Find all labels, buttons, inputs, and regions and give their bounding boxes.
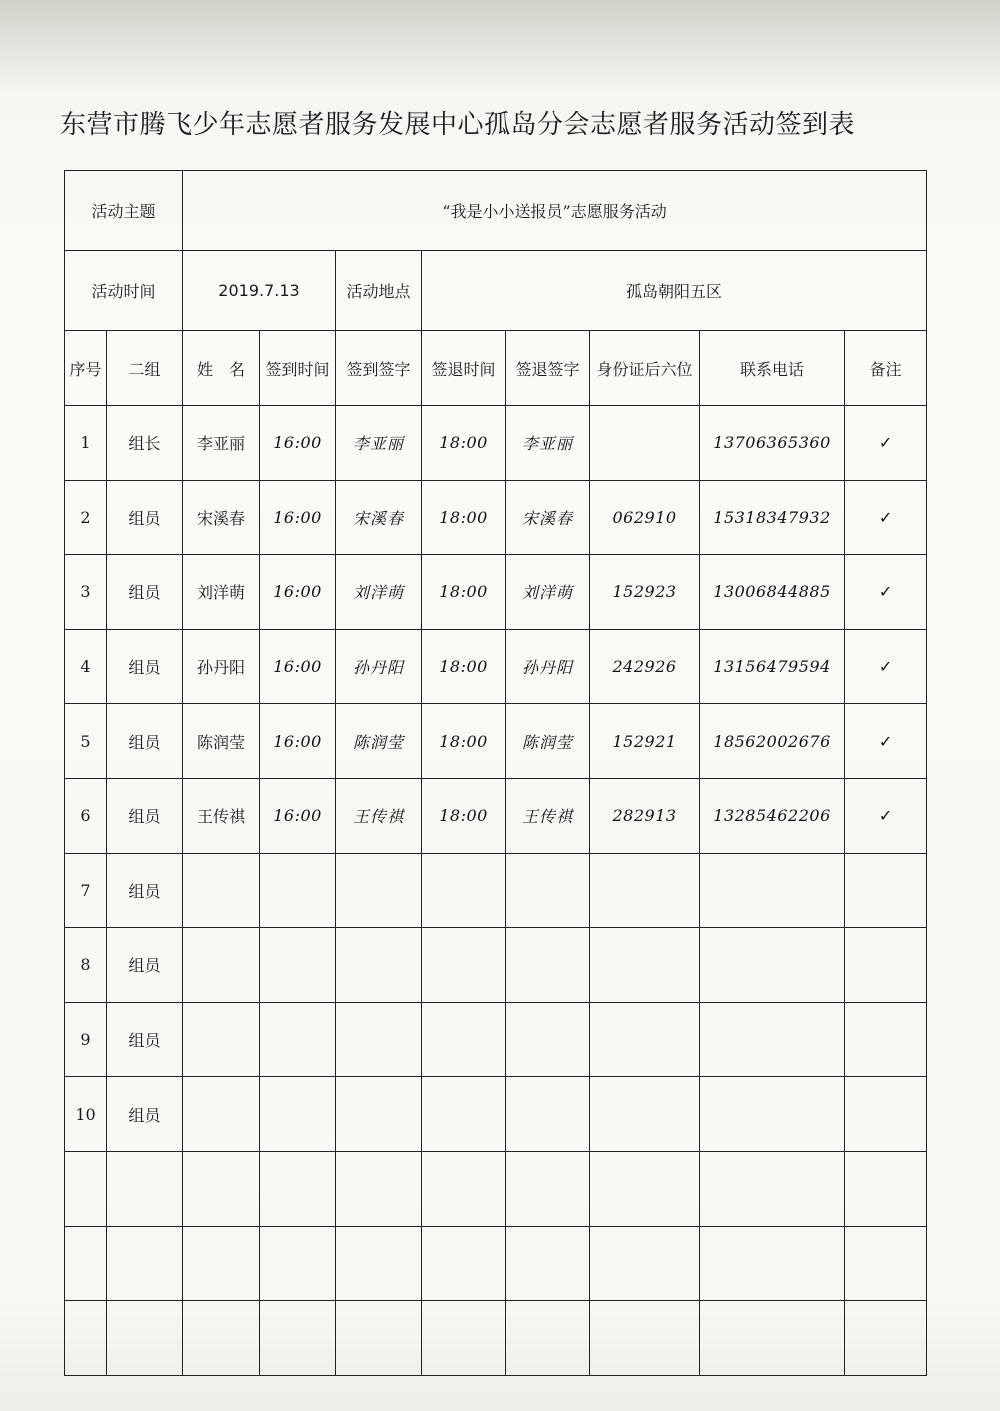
sign-in-time-cell: 16:00 <box>260 629 336 704</box>
phone-cell: 13285462206 <box>700 778 845 853</box>
seq-cell: 2 <box>65 480 107 555</box>
sign-in-time-cell <box>260 1226 336 1301</box>
note-check-cell <box>845 1226 927 1301</box>
theme-row <box>65 171 927 251</box>
sign-in-signature-cell <box>336 928 422 1003</box>
sign-out-signature-cell <box>506 928 590 1003</box>
sign-out-time-cell: 18:00 <box>422 778 506 853</box>
sign-out-time-cell <box>422 1002 506 1077</box>
group-role-cell: 组员 <box>107 928 183 1003</box>
group-role-cell: 组长 <box>107 406 183 481</box>
phone-cell: 13156479594 <box>700 629 845 704</box>
sign-out-signature-cell <box>506 1226 590 1301</box>
theme-value: “我是小小送报员”志愿服务活动 <box>183 171 927 251</box>
group-role-cell: 组员 <box>107 629 183 704</box>
table-row <box>65 1002 927 1077</box>
sign-out-signature-cell <box>506 1002 590 1077</box>
name-cell <box>183 1077 260 1152</box>
sign-out-time-cell <box>422 1077 506 1152</box>
id-last-six-cell: 062910 <box>590 480 700 555</box>
table-row <box>65 704 927 779</box>
name-cell: 孙丹阳 <box>183 629 260 704</box>
sign-in-time-cell: 16:00 <box>260 480 336 555</box>
table-row <box>65 928 927 1003</box>
sign-in-signature-cell <box>336 1151 422 1226</box>
seq-cell: 7 <box>65 853 107 928</box>
sign-in-time-cell: 16:00 <box>260 406 336 481</box>
header-group: 二组 <box>107 331 183 406</box>
sign-out-signature-cell <box>506 1301 590 1376</box>
seq-cell: 9 <box>65 1002 107 1077</box>
note-check-cell: ✓ <box>845 480 927 555</box>
note-check-cell: ✓ <box>845 778 927 853</box>
sign-out-time-cell <box>422 1226 506 1301</box>
note-check-cell: ✓ <box>845 555 927 630</box>
sign-out-signature-cell: 宋溪春 <box>506 480 590 555</box>
header-phone: 联系电话 <box>700 331 845 406</box>
sign-out-signature-cell <box>506 1151 590 1226</box>
sign-in-time-cell <box>260 928 336 1003</box>
id-last-six-cell <box>590 1077 700 1152</box>
name-cell <box>183 928 260 1003</box>
sign-in-signature-cell: 陈润莹 <box>336 704 422 779</box>
seq-cell <box>65 1301 107 1376</box>
sheet-title: 东营市腾飞少年志愿者服务发展中心孤岛分会志愿者服务活动签到表 <box>60 110 856 140</box>
sign-out-time-cell <box>422 928 506 1003</box>
table-row <box>65 480 927 555</box>
phone-cell <box>700 1226 845 1301</box>
name-cell <box>183 1151 260 1226</box>
sign-in-time-cell: 16:00 <box>260 704 336 779</box>
sign-in-signature-cell: 王传祺 <box>336 778 422 853</box>
header-in-time: 签到时间 <box>260 331 336 406</box>
note-check-cell: ✓ <box>845 704 927 779</box>
phone-cell <box>700 853 845 928</box>
sign-in-signature-cell <box>336 853 422 928</box>
note-check-cell <box>845 1077 927 1152</box>
place-value: 孤岛朝阳五区 <box>422 251 927 331</box>
id-last-six-cell <box>590 853 700 928</box>
id-last-six-cell <box>590 1151 700 1226</box>
table-row <box>65 629 927 704</box>
sign-in-signature-cell <box>336 1301 422 1376</box>
name-cell <box>183 1226 260 1301</box>
note-check-cell <box>845 1301 927 1376</box>
sign-in-time-cell <box>260 1301 336 1376</box>
seq-cell: 3 <box>65 555 107 630</box>
header-note: 备注 <box>845 331 927 406</box>
header-name: 姓 名 <box>183 331 260 406</box>
group-role-cell: 组员 <box>107 853 183 928</box>
group-role-cell: 组员 <box>107 1077 183 1152</box>
phone-cell <box>700 1077 845 1152</box>
sign-out-time-cell: 18:00 <box>422 629 506 704</box>
sign-in-signature-cell: 李亚丽 <box>336 406 422 481</box>
header-out-signature: 签退签字 <box>506 331 590 406</box>
sign-in-time-cell: 16:00 <box>260 778 336 853</box>
id-last-six-cell: 152923 <box>590 555 700 630</box>
phone-cell: 13006844885 <box>700 555 845 630</box>
paper-fold-shadow <box>0 0 1000 95</box>
time-place-row <box>65 251 927 331</box>
note-check-cell <box>845 928 927 1003</box>
id-last-six-cell <box>590 928 700 1003</box>
header-id-last-six: 身份证后六位 <box>590 331 700 406</box>
id-last-six-cell <box>590 1301 700 1376</box>
seq-cell: 4 <box>65 629 107 704</box>
id-last-six-cell <box>590 1002 700 1077</box>
seq-cell: 5 <box>65 704 107 779</box>
table-row <box>65 1151 927 1226</box>
seq-cell: 1 <box>65 406 107 481</box>
sign-in-signature-cell <box>336 1077 422 1152</box>
sign-in-time-cell <box>260 1077 336 1152</box>
table-row <box>65 555 927 630</box>
name-cell: 李亚丽 <box>183 406 260 481</box>
sign-out-signature-cell: 孙丹阳 <box>506 629 590 704</box>
sign-out-signature-cell <box>506 853 590 928</box>
name-cell <box>183 853 260 928</box>
name-cell <box>183 1301 260 1376</box>
sign-out-time-cell: 18:00 <box>422 406 506 481</box>
id-last-six-cell: 242926 <box>590 629 700 704</box>
sign-in-signature-cell: 孙丹阳 <box>336 629 422 704</box>
header-seq: 序号 <box>65 331 107 406</box>
table-row <box>65 406 927 481</box>
table-row <box>65 778 927 853</box>
group-role-cell: 组员 <box>107 555 183 630</box>
seq-cell: 8 <box>65 928 107 1003</box>
place-label: 活动地点 <box>336 251 422 331</box>
theme-label: 活动主题 <box>65 171 183 251</box>
sign-in-time-cell <box>260 1151 336 1226</box>
time-label: 活动时间 <box>65 251 183 331</box>
sign-out-time-cell: 18:00 <box>422 704 506 779</box>
sign-out-time-cell <box>422 1301 506 1376</box>
note-check-cell <box>845 853 927 928</box>
sign-out-time-cell <box>422 1151 506 1226</box>
group-role-cell <box>107 1226 183 1301</box>
phone-cell: 18562002676 <box>700 704 845 779</box>
sign-out-time-cell <box>422 853 506 928</box>
note-check-cell: ✓ <box>845 406 927 481</box>
sign-in-signature-cell <box>336 1002 422 1077</box>
id-last-six-cell: 282913 <box>590 778 700 853</box>
table-row <box>65 1077 927 1152</box>
id-last-six-cell <box>590 406 700 481</box>
time-value: 2019.7.13 <box>183 251 336 331</box>
table-row <box>65 853 927 928</box>
sign-in-time-cell: 16:00 <box>260 555 336 630</box>
phone-cell <box>700 1151 845 1226</box>
sign-in-signature-cell <box>336 1226 422 1301</box>
name-cell: 刘洋萌 <box>183 555 260 630</box>
group-role-cell <box>107 1151 183 1226</box>
seq-cell <box>65 1151 107 1226</box>
sign-in-signature-cell: 宋溪春 <box>336 480 422 555</box>
header-out-time: 签退时间 <box>422 331 506 406</box>
phone-cell: 15318347932 <box>700 480 845 555</box>
sign-out-signature-cell: 刘洋萌 <box>506 555 590 630</box>
sign-out-signature-cell <box>506 1077 590 1152</box>
seq-cell: 6 <box>65 778 107 853</box>
sign-out-time-cell: 18:00 <box>422 555 506 630</box>
sign-out-signature-cell: 李亚丽 <box>506 406 590 481</box>
note-check-cell: ✓ <box>845 629 927 704</box>
phone-cell <box>700 928 845 1003</box>
sign-in-time-cell <box>260 1002 336 1077</box>
sign-in-time-cell <box>260 853 336 928</box>
name-cell: 陈润莹 <box>183 704 260 779</box>
phone-cell <box>700 1301 845 1376</box>
sign-in-table <box>64 170 927 1376</box>
group-role-cell: 组员 <box>107 480 183 555</box>
seq-cell: 10 <box>65 1077 107 1152</box>
note-check-cell <box>845 1002 927 1077</box>
name-cell: 宋溪春 <box>183 480 260 555</box>
sign-out-signature-cell: 王传祺 <box>506 778 590 853</box>
sign-out-signature-cell: 陈润莹 <box>506 704 590 779</box>
note-check-cell <box>845 1151 927 1226</box>
name-cell <box>183 1002 260 1077</box>
seq-cell <box>65 1226 107 1301</box>
group-role-cell: 组员 <box>107 704 183 779</box>
table-row <box>65 1226 927 1301</box>
sign-in-signature-cell: 刘洋萌 <box>336 555 422 630</box>
group-role-cell: 组员 <box>107 1002 183 1077</box>
group-role-cell <box>107 1301 183 1376</box>
table-row <box>65 1301 927 1376</box>
name-cell: 王传祺 <box>183 778 260 853</box>
phone-cell <box>700 1002 845 1077</box>
phone-cell: 13706365360 <box>700 406 845 481</box>
id-last-six-cell <box>590 1226 700 1301</box>
group-role-cell: 组员 <box>107 778 183 853</box>
id-last-six-cell: 152921 <box>590 704 700 779</box>
header-in-signature: 签到签字 <box>336 331 422 406</box>
column-header-row <box>65 331 927 406</box>
sign-out-time-cell: 18:00 <box>422 480 506 555</box>
